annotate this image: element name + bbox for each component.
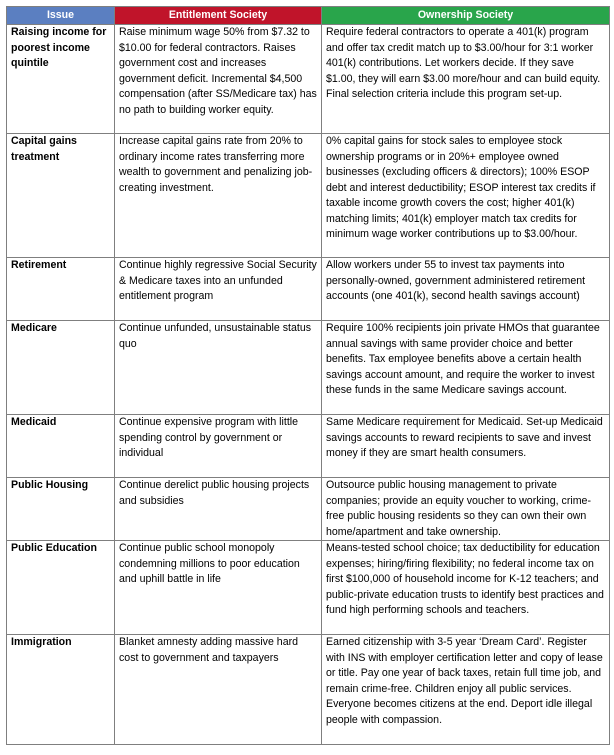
ownership-cell: 0% capital gains for stock sales to employee stock ownership programs or in 20%+ employee owned businesses (excluding officers & directors); 100% ESOP debt and interest deductibility; ESOP interest tax credits if taxable income growth covers the cost; higher 401(k) matching limits; 401(k) employer match tax credits for minimum wage worker contributions up to $3.00/hour. [322, 134, 610, 258]
entitlement-cell: Continue expensive program with little spending control by government or individual [115, 415, 322, 478]
table-row [7, 541, 610, 635]
ownership-cell: Allow workers under 55 to invest tax payments into personally-owned, government administered retirement accounts (one 401(k), second health savings account) [322, 258, 610, 321]
issue-cell: Medicare [7, 321, 115, 415]
entitlement-cell: Continue public school monopoly condemning millions to poor education and uphill battle in life [115, 541, 322, 635]
issue-cell: Retirement [7, 258, 115, 321]
entitlement-cell: Raise minimum wage 50% from $7.32 to $10.00 for federal contractors. Raises government cost and increases government deficit. Incremental $4,500 compensation (after SS/Medicare tax) has no path to building worker equity. [115, 25, 322, 134]
issue-cell: Medicaid [7, 415, 115, 478]
issue-cell: Immigration [7, 635, 115, 745]
entitlement-cell: Continue derelict public housing projects and subsidies [115, 478, 322, 541]
table-row [7, 478, 610, 541]
entitlement-cell: Continue unfunded, unsustainable status quo [115, 321, 322, 415]
table-row [7, 134, 610, 258]
entitlement-cell: Increase capital gains rate from 20% to ordinary income rates transferring more wealth to government and penalizing job-creating investment. [115, 134, 322, 258]
header-issue: Issue [7, 7, 115, 25]
table-row [7, 635, 610, 745]
ownership-cell: Means-tested school choice; tax deductibility for education expenses; hiring/firing flexibility; no federal income tax on first $100,000 of household income for K-12 teachers; and public-private education trusts to identify best practices and fund high performing schools and teachers. [322, 541, 610, 635]
header-ownership-society: Ownership Society [322, 7, 610, 25]
issue-cell: Raising income for poorest income quintile [7, 25, 115, 134]
issue-cell: Public Housing [7, 478, 115, 541]
header-entitlement-society: Entitlement Society [115, 7, 322, 25]
issue-cell: Public Education [7, 541, 115, 635]
entitlement-cell: Continue highly regressive Social Security & Medicare taxes into an unfunded entitlement program [115, 258, 322, 321]
comparison-table [6, 6, 610, 745]
issue-cell: Capital gains treatment [7, 134, 115, 258]
table-row [7, 258, 610, 321]
table-row [7, 415, 610, 478]
table-row [7, 25, 610, 134]
ownership-cell: Same Medicare requirement for Medicaid. Set-up Medicaid savings accounts to reward recipients to save and invest money if they are smart health consumers. [322, 415, 610, 478]
table-row [7, 321, 610, 415]
entitlement-cell: Blanket amnesty adding massive hard cost to government and taxpayers [115, 635, 322, 745]
ownership-cell: Outsource public housing management to private companies; provide an equity voucher to working, crime-free public housing residents so they can own their own home/apartment and take ownership. [322, 478, 610, 541]
ownership-cell: Earned citizenship with 3-5 year ‘Dream Card’. Register with INS with employer certification letter and copy of lease or title. Pay one year of back taxes, retain full time job, and remain crime-free. Children enjoy all public services. Everyone becomes citizens at the end. Deport idle illegal people with compassion. [322, 635, 610, 745]
ownership-cell: Require 100% recipients join private HMOs that guarantee annual savings with same provider choice and better benefits. Tax employee benefits above a certain health savings account amount, and require the worker to invest these funds in the same Medicare savings account. [322, 321, 610, 415]
ownership-cell: Require federal contractors to operate a 401(k) program and offer tax credit match up to $3.00/hour for 3:1 worker 401(k) contributions. Let workers decide. If they save $1.00, they will earn $3.00 more/hour and can build equity. Final selection criteria include this program set-up. [322, 25, 610, 134]
header-row [7, 7, 610, 25]
